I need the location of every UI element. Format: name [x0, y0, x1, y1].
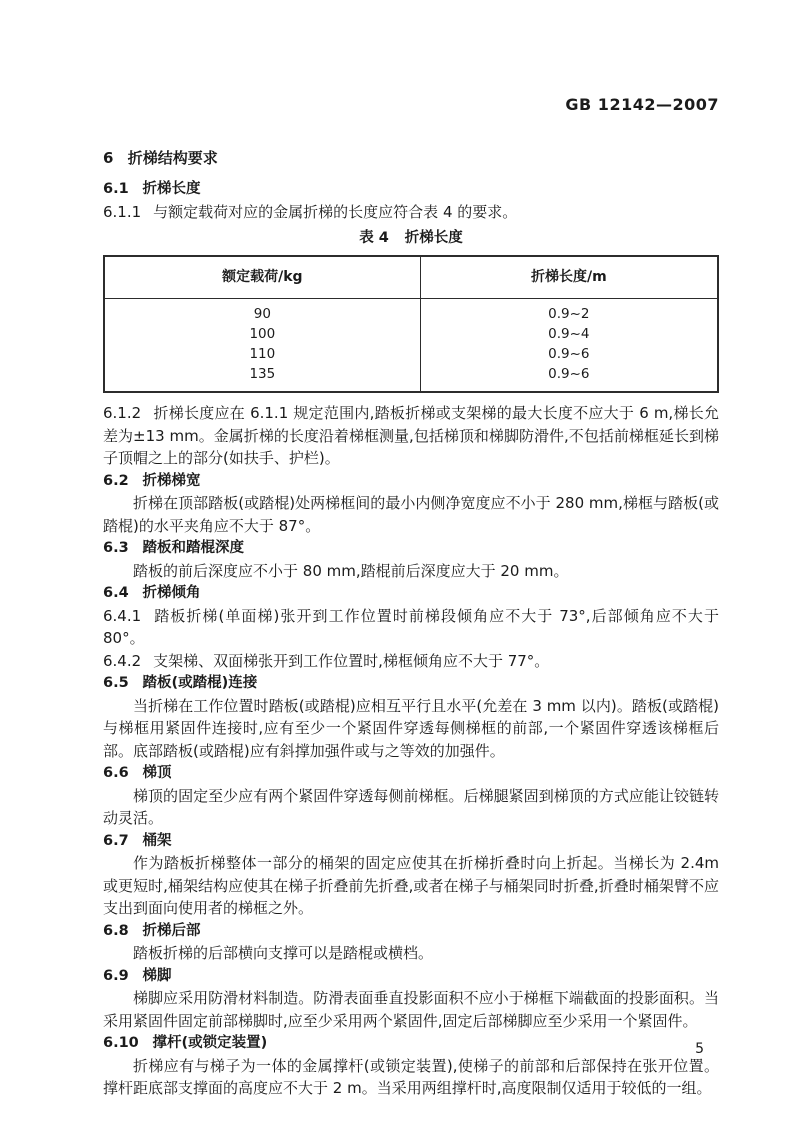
clause-6-1-2 [103, 402, 719, 470]
heading-number: 6.8 [103, 922, 129, 939]
cell-rated-load: 90 [104, 299, 420, 326]
heading-number: 6.10 [103, 1035, 139, 1051]
table-header-row [104, 256, 718, 299]
page-number: 5 [695, 1041, 704, 1057]
heading-6-9 [103, 965, 719, 988]
heading-title: 折梯后部 [142, 922, 201, 939]
heading-number: 6 [103, 148, 114, 167]
cell-ladder-length: 0.9~6 [548, 346, 590, 362]
heading-title: 折梯梯宽 [142, 472, 201, 489]
heading-6-4 [103, 582, 719, 605]
clause-number: 6.4.2 [103, 651, 142, 670]
clause-text: 与额定载荷对应的金属折梯的长度应符合表 4 的要求。 [153, 202, 518, 221]
heading-title: 梯脚 [142, 967, 172, 984]
table-4-caption [103, 227, 719, 250]
para-6-2: 折梯在顶部踏板(或踏棍)处两梯框间的最小内侧净宽度应不小于 280 mm,梯框与踏板(或踏棍)的水平夹角应不大于 87°。 [103, 494, 719, 535]
heading-number: 6.9 [103, 967, 129, 984]
heading-number: 6.2 [103, 472, 129, 489]
col-header-rated-load: 额定载荷/kg [104, 256, 420, 299]
clause-6-4-1 [103, 605, 719, 650]
heading-number: 6.5 [103, 675, 129, 691]
cell-rated-load: 100 [104, 325, 420, 345]
para-6-3: 踏板的前后深度应不小于 80 mm,踏棍前后深度应大于 20 mm。 [133, 561, 569, 580]
para-6-9: 梯脚应采用防滑材料制造。防滑表面垂直投影面积不应小于梯框下端截面的投影面积。当采用紧固件固定前部梯脚时,应至少采用两个紧固件,固定后部梯脚应至少采用一个紧固件。 [103, 989, 719, 1030]
heading-title: 梯顶 [142, 765, 172, 781]
clause-6-4-2 [103, 650, 719, 673]
heading-number: 6.7 [103, 832, 129, 849]
heading-number: 6.3 [103, 540, 129, 556]
clause-6-1-1 [103, 201, 719, 224]
heading-6-6 [103, 762, 719, 785]
clause-number: 6.4.1 [103, 606, 142, 625]
heading-6-8 [103, 920, 719, 943]
table-caption-title: 折梯长度 [404, 230, 463, 246]
heading-6-3 [103, 537, 719, 560]
heading-title: 撑杆(或锁定装置) [152, 1035, 268, 1051]
section-heading-6 [103, 147, 719, 170]
table-caption-label: 表 4 [359, 230, 389, 246]
heading-6-7 [103, 830, 719, 853]
heading-title: 折梯倾角 [142, 585, 201, 601]
para-6-6: 梯顶的固定至少应有两个紧固件穿透每侧前梯框。后梯腿紧固到梯顶的方式应能让铰链转动灵活。 [103, 786, 719, 827]
para-6-5: 当折梯在工作位置时踏板(或踏棍)应相互平行且水平(允差在 3 mm 以内)。踏板(或踏棍)与梯框用紧固件连接时,应有至少一个紧固件穿透每侧梯框的前部,一个紧固件穿透该梯框后部。底部踏板(或踏棍)应有斜撑加强件或与之等效的加强件。 [103, 696, 719, 760]
cell-ladder-length: 0.9~4 [548, 326, 590, 342]
heading-title: 踏板和踏棍深度 [142, 540, 244, 556]
clause-text: 折梯长度应在 6.1.1 规定范围内,踏板折梯或支架梯的最大长度不应大于 6 m,梯长允差为±13 mm。金属折梯的长度沿着梯框测量,包括梯顶和梯脚防滑件,不包括前梯框延长到梯子顶帽之上的部分(如扶手、护栏)。 [103, 404, 719, 467]
para-6-8: 踏板折梯的后部横向支撑可以是踏棍或横档。 [133, 944, 434, 962]
heading-number: 6.1 [103, 181, 129, 197]
heading-title: 桶架 [142, 832, 172, 849]
table-4 [103, 255, 719, 394]
heading-number: 6.4 [103, 585, 129, 601]
cell-rated-load: 110 [104, 345, 420, 365]
clause-number: 6.1.2 [103, 404, 142, 422]
cell-ladder-length: 0.9~6 [548, 366, 590, 382]
heading-6-5 [103, 672, 719, 695]
para-6-10: 折梯应有与梯子为一体的金属撑杆(或锁定装置),使梯子的前部和后部保持在张开位置。撑杆距底部支撑面的高度应不大于 2 m。当采用两组撑杆时,高度限制仅适用于较低的一组。 [103, 1056, 719, 1097]
table-row [104, 299, 718, 326]
heading-6-10 [103, 1032, 719, 1055]
heading-number: 6.6 [103, 765, 129, 781]
cell-rated-load: 135 [104, 365, 420, 392]
clause-number: 6.1.1 [103, 202, 142, 221]
table-row [104, 365, 718, 392]
clause-text: 踏板折梯(单面梯)张开到工作位置时前梯段倾角应不大于 73°,后部倾角应不大于 80°。 [103, 606, 719, 647]
table-row [104, 325, 718, 345]
clause-text: 支架梯、双面梯张开到工作位置时,梯框倾角应不大于 77°。 [153, 651, 550, 670]
standard-number-header: GB 12142—2007 [565, 95, 719, 114]
heading-title: 折梯长度 [142, 181, 201, 197]
document-content [103, 94, 719, 1100]
table-row [104, 345, 718, 365]
col-header-ladder-length: 折梯长度/m [420, 256, 718, 299]
heading-6-1 [103, 178, 719, 201]
para-6-7: 作为踏板折梯整体一部分的桶架的固定应使其在折梯折叠时向上折起。当梯长为 2.4m 或更短时,桶架结构应使其在梯子折叠前先折叠,或者在梯子与桶架同时折叠,折叠时桶架臂不应支出到面向使用者的梯框之外。 [103, 854, 719, 917]
heading-title: 踏板(或踏棍)连接 [142, 675, 258, 691]
heading-6-2 [103, 470, 719, 493]
heading-title: 折梯结构要求 [127, 148, 218, 167]
cell-ladder-length: 0.9~2 [548, 306, 590, 322]
